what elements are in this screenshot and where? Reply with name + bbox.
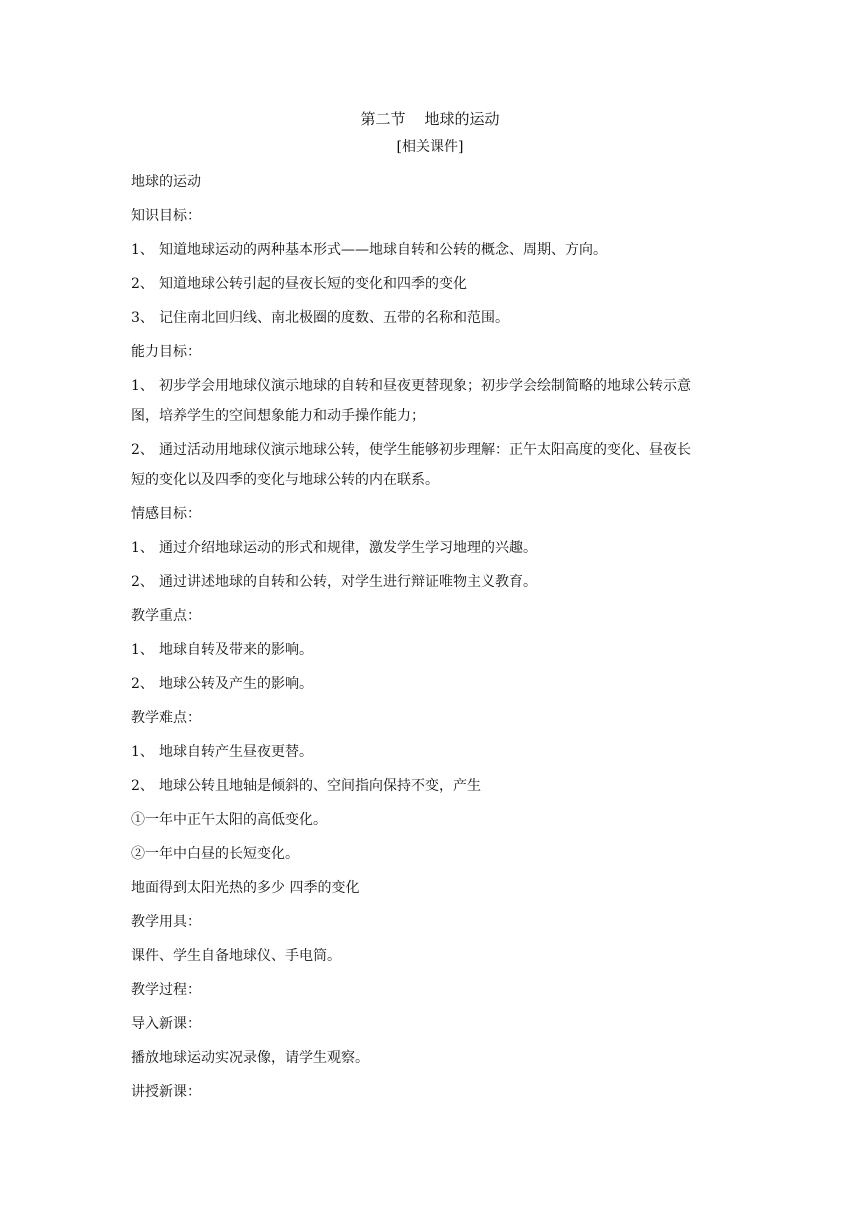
- line-text: 通过活动用地球仪演示地球公转，使学生能够初步理解：正午太阳高度的变化、昼夜长: [159, 442, 691, 458]
- line-text: 初步学会用地球仪演示地球的自转和昼夜更替现象；初步学会绘制简略的地球公转示意: [159, 378, 691, 394]
- line-text: 通过讲述地球的自转和公转，对学生进行辩证唯物主义教育。: [159, 574, 537, 590]
- text-line: [131, 406, 741, 440]
- list-number: 1、: [131, 378, 154, 394]
- text-line: [131, 240, 741, 274]
- document-body: [131, 172, 741, 1116]
- text-line: [131, 470, 741, 504]
- line-text: 教学用具：: [131, 914, 201, 930]
- text-line: [131, 878, 741, 912]
- text-line: [131, 606, 741, 640]
- list-number: 2、: [131, 574, 154, 590]
- line-text: 讲授新课：: [131, 1084, 201, 1100]
- line-text: 教学过程：: [131, 982, 201, 998]
- text-line: [131, 308, 741, 342]
- line-text: 情感目标：: [131, 506, 201, 522]
- line-text: 课件、学生自备地球仪、手电筒。: [131, 948, 341, 964]
- list-number: 3、: [131, 310, 154, 326]
- text-line: [131, 274, 741, 308]
- line-text: 导入新课：: [131, 1016, 201, 1032]
- text-line: [131, 376, 741, 406]
- line-text: 通过介绍地球运动的形式和规律，激发学生学习地理的兴趣。: [159, 540, 537, 556]
- line-text: 能力目标：: [131, 344, 201, 360]
- list-number: 2、: [131, 676, 154, 692]
- text-line: [131, 674, 741, 708]
- line-text: 地球公转及产生的影响。: [159, 676, 313, 692]
- text-line: [131, 844, 741, 878]
- line-text: 教学难点：: [131, 710, 201, 726]
- line-text: 地面得到太阳光热的多少 四季的变化: [131, 880, 360, 896]
- text-line: [131, 776, 741, 810]
- line-text: 教学重点：: [131, 608, 201, 624]
- line-text: 播放地球运动实况录像，请学生观察。: [131, 1050, 369, 1066]
- line-text: 知道地球运动的两种基本形式——地球自转和公转的概念、周期、方向。: [159, 242, 607, 258]
- text-line: [131, 1082, 741, 1116]
- text-line: [131, 206, 741, 240]
- line-text: 地球公转且地轴是倾斜的、空间指向保持不变，产生: [159, 778, 481, 794]
- line-text: ①一年中正午太阳的高低变化。: [131, 812, 327, 828]
- text-line: [131, 440, 741, 470]
- list-number: 2、: [131, 778, 154, 794]
- text-line: [131, 538, 741, 572]
- line-text: ②一年中白昼的长短变化。: [131, 846, 299, 862]
- list-number: 1、: [131, 744, 154, 760]
- line-text: 知道地球公转引起的昼夜长短的变化和四季的变化: [159, 276, 467, 292]
- text-line: [131, 572, 741, 606]
- line-text: 地球自转及带来的影响。: [159, 642, 313, 658]
- document-title: 第二节 地球的运动: [360, 110, 500, 128]
- text-line: [131, 946, 741, 980]
- line-text: 图，培养学生的空间想象能力和动手操作能力；: [131, 408, 425, 424]
- text-line: [131, 640, 741, 674]
- text-line: [131, 342, 741, 376]
- text-line: [131, 504, 741, 538]
- list-number: 2、: [131, 276, 154, 292]
- document-subtitle: [相关课件]: [396, 139, 464, 155]
- list-number: 1、: [131, 642, 154, 658]
- line-text: 短的变化以及四季的变化与地球公转的内在联系。: [131, 472, 439, 488]
- text-line: [131, 912, 741, 946]
- line-text: 地球自转产生昼夜更替。: [159, 744, 313, 760]
- list-number: 1、: [131, 242, 154, 258]
- text-line: [131, 742, 741, 776]
- text-line: [131, 708, 741, 742]
- text-line: [131, 980, 741, 1014]
- text-line: [131, 810, 741, 844]
- line-text: 知识目标：: [131, 208, 201, 224]
- text-line: [131, 172, 741, 206]
- list-number: 2、: [131, 442, 154, 458]
- text-line: [131, 1014, 741, 1048]
- list-number: 1、: [131, 540, 154, 556]
- line-text: 地球的运动: [131, 174, 201, 190]
- text-line: [131, 1048, 741, 1082]
- line-text: 记住南北回归线、南北极圈的度数、五带的名称和范围。: [159, 310, 509, 326]
